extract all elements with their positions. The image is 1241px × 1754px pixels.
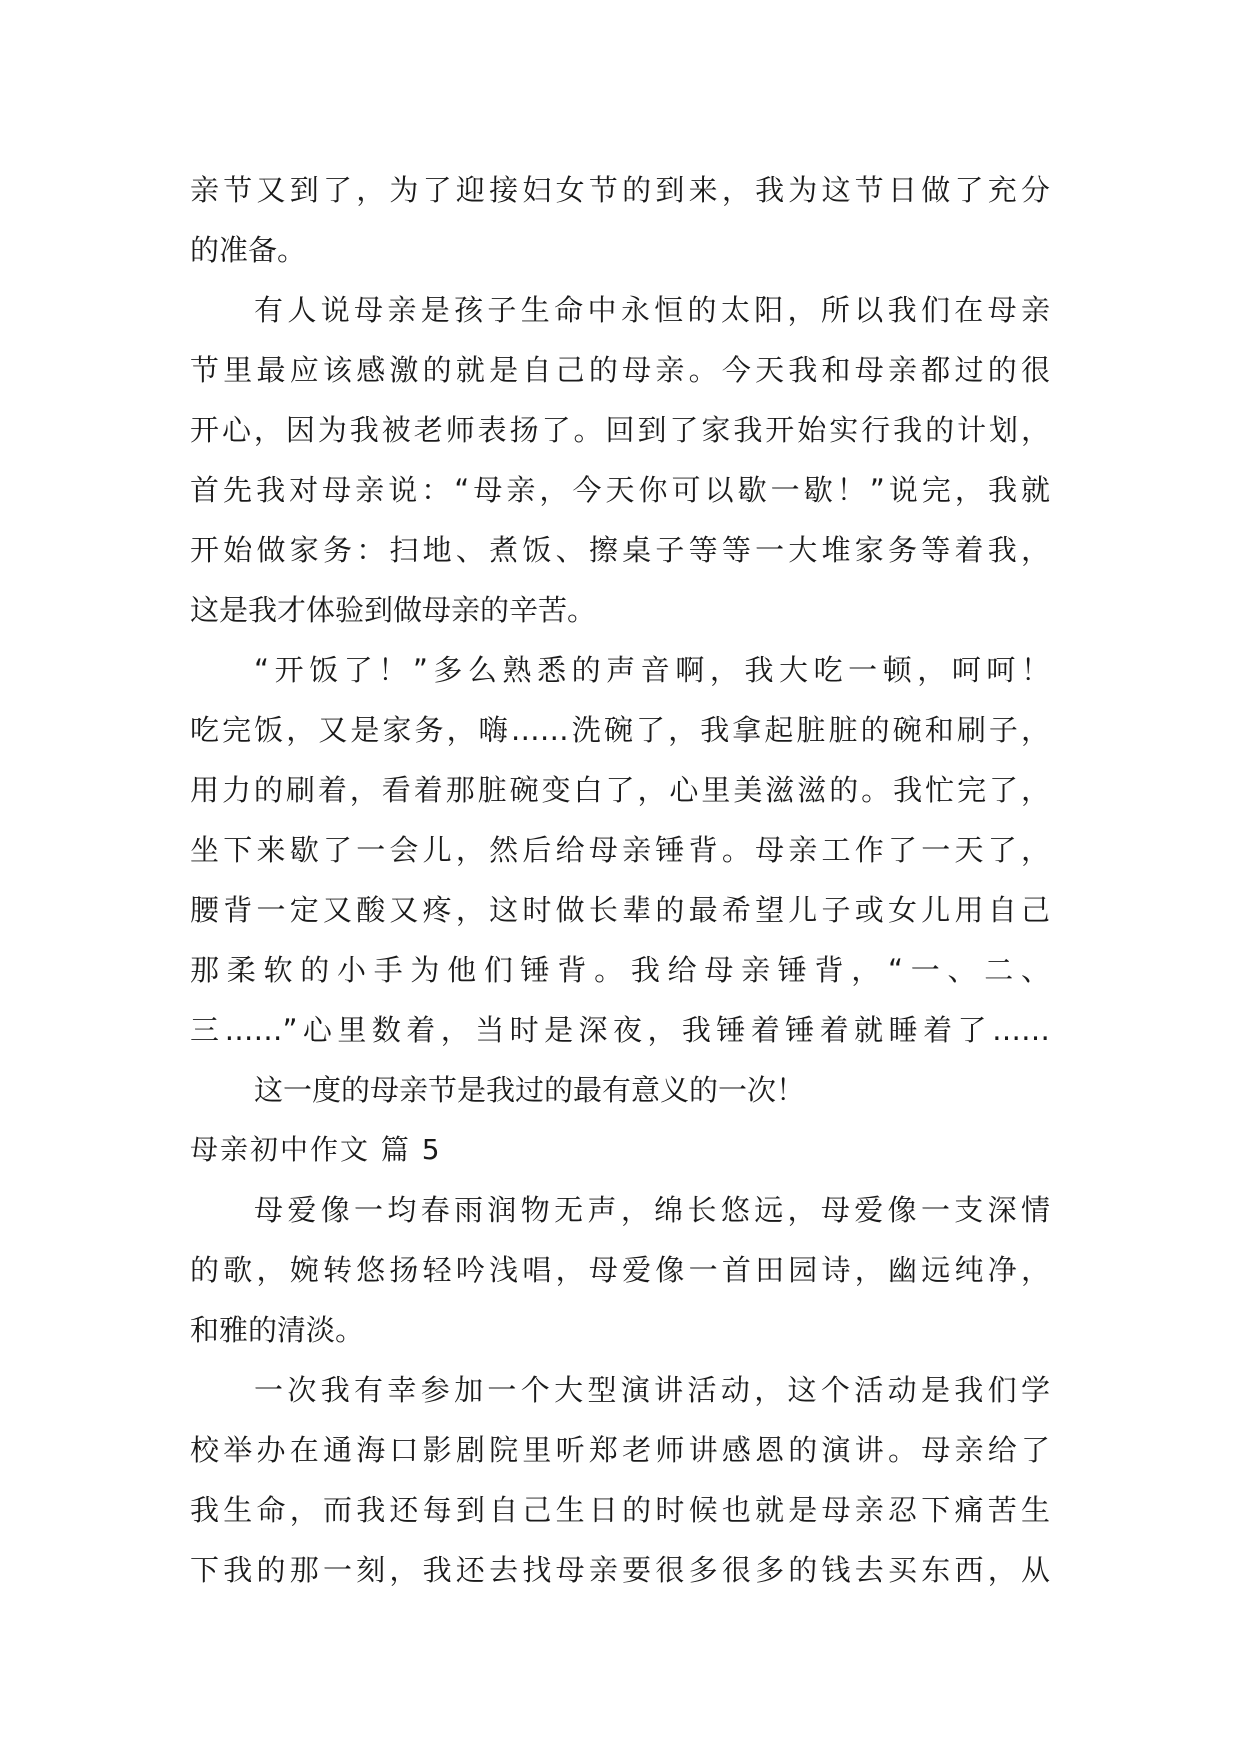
text-line: 这是我才体验到做母亲的辛苦。: [190, 593, 597, 627]
text-line: 三……”心里数着，当时是深夜，我锤着锤着就睡着了……: [190, 1013, 1050, 1047]
text-line: 下我的那一刻，我还去找母亲要很多很多的钱去买东西，从: [190, 1553, 1050, 1587]
paragraph-start-line: 母爱像一均春雨润物无声，绵长悠远，母爱像一支深情: [254, 1193, 1050, 1227]
text-line: 亲节又到了，为了迎接妇女节的到来，我为这节日做了充分: [190, 173, 1050, 207]
text-line: 开始做家务：扫地、煮饭、擦桌子等等一大堆家务等着我，: [190, 533, 1050, 567]
text-line: 和雅的清淡。: [190, 1313, 365, 1347]
text-line: 的歌，婉转悠扬轻吟浅唱，母爱像一首田园诗，幽远纯净，: [190, 1253, 1050, 1287]
text-line: 吃完饭，又是家务，嗨……洗碗了，我拿起脏脏的碗和刷子，: [190, 713, 1050, 747]
text-line: 那柔软的小手为他们锤背。我给母亲锤背，“一、二、: [190, 953, 1050, 987]
paragraph-start-line: 有人说母亲是孩子生命中永恒的太阳，所以我们在母亲: [254, 293, 1050, 327]
essay-body: [190, 160, 1050, 1600]
text-line: 开心，因为我被老师表扬了。回到了家我开始实行我的计划，: [190, 413, 1050, 447]
text-line: 腰背一定又酸又疼，这时做长辈的最希望儿子或女儿用自己: [190, 893, 1050, 927]
text-line: 首先我对母亲说：“母亲，今天你可以歇一歇！”说完，我就: [190, 473, 1050, 507]
section-heading: 母亲初中作文 篇 5: [190, 1133, 442, 1166]
text-line: 的准备。: [190, 233, 307, 267]
text-line: 节里最应该感激的就是自己的母亲。今天我和母亲都过的很: [190, 353, 1050, 387]
paragraph-start-line: “开饭了！”多么熟悉的声音啊，我大吃一顿，呵呵！: [254, 653, 1050, 687]
text-line: 校举办在通海口影剧院里听郑老师讲感恩的演讲。母亲给了: [190, 1433, 1050, 1467]
paragraph-start-line: 一次我有幸参加一个大型演讲活动，这个活动是我们学: [254, 1373, 1050, 1407]
paragraph-start-line: 这一度的母亲节是我过的最有意义的一次！: [254, 1073, 806, 1107]
text-line: 我生命，而我还每到自己生日的时候也就是母亲忍下痛苦生: [190, 1493, 1050, 1527]
text-line: 坐下来歇了一会儿，然后给母亲锤背。母亲工作了一天了，: [190, 833, 1050, 867]
text-line: 用力的刷着，看着那脏碗变白了，心里美滋滋的。我忙完了，: [190, 773, 1050, 807]
